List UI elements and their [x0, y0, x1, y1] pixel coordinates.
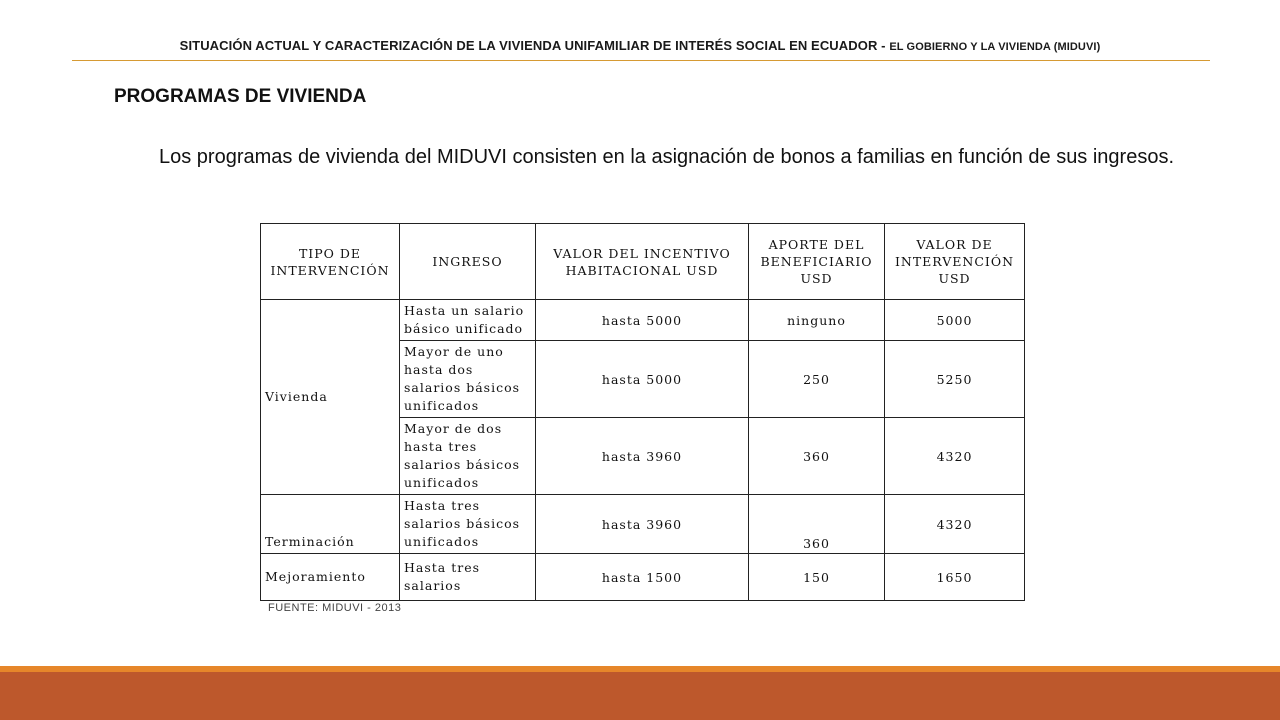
- header-tipo: TIPO DE INTERVENCIÓN: [261, 224, 400, 300]
- cell-valor: 1650: [885, 554, 1025, 601]
- cell-ingreso: Mayor de dos hasta tres salarios básicos unificados: [400, 418, 536, 495]
- cell-ingreso: Mayor de uno hasta dos salarios básicos unificados: [400, 341, 536, 418]
- table-header-row: [261, 224, 1025, 300]
- cell-ingreso: Hasta un salario básico unificado: [400, 300, 536, 341]
- cell-valor: 4320: [885, 495, 1025, 554]
- cell-valor: 5000: [885, 300, 1025, 341]
- cell-incentivo: hasta 5000: [536, 300, 749, 341]
- header-rule: [72, 60, 1210, 61]
- cell-valor: 4320: [885, 418, 1025, 495]
- cell-incentivo: hasta 3960: [536, 495, 749, 554]
- slide-header: [0, 38, 1280, 53]
- cell-aporte: 360: [749, 495, 885, 554]
- header-aporte: APORTE DEL BENEFICIARIO USD: [749, 224, 885, 300]
- cell-aporte: ninguno: [749, 300, 885, 341]
- footer-band-thick: [0, 672, 1280, 720]
- header-sub: EL GOBIERNO Y LA VIVIENDA (MIDUVI): [889, 41, 1101, 53]
- cell-incentivo: hasta 3960: [536, 418, 749, 495]
- section-title: PROGRAMAS DE VIVIENDA: [114, 86, 367, 107]
- header-ingreso: INGRESO: [400, 224, 536, 300]
- cell-aporte: 150: [749, 554, 885, 601]
- cell-incentivo: hasta 5000: [536, 341, 749, 418]
- cell-tipo: Vivienda: [261, 300, 400, 495]
- cell-aporte: 250: [749, 341, 885, 418]
- table-row: [261, 495, 1025, 554]
- header-valor-incentivo: VALOR DEL INCENTIVO HABITACIONAL USD: [536, 224, 749, 300]
- header-main: SITUACIÓN ACTUAL Y CARACTERIZACIÓN DE LA VIVIENDA UNIFAMILIAR DE INTERÉS SOCIAL EN ECUADOR: [179, 38, 878, 53]
- cell-valor: 5250: [885, 341, 1025, 418]
- programs-table: [260, 223, 1025, 601]
- cell-aporte: 360: [749, 418, 885, 495]
- table-row: [261, 300, 1025, 341]
- cell-tipo: Mejoramiento: [261, 554, 400, 601]
- table-row: [261, 554, 1025, 601]
- header-separator: -: [877, 38, 890, 53]
- cell-ingreso: Hasta tres salarios básicos unificados: [400, 495, 536, 554]
- cell-incentivo: hasta 1500: [536, 554, 749, 601]
- cell-ingreso: Hasta tres salarios: [400, 554, 536, 601]
- intro-paragraph: Los programas de vivienda del MIDUVI consisten en la asignación de bonos a familias en función de sus ingresos.: [159, 146, 1175, 168]
- source-note: FUENTE: MIDUVI - 2013: [268, 602, 402, 614]
- header-valor-intervencion: VALOR DE INTERVENCIÓN USD: [885, 224, 1025, 300]
- cell-tipo: Terminación: [261, 495, 400, 554]
